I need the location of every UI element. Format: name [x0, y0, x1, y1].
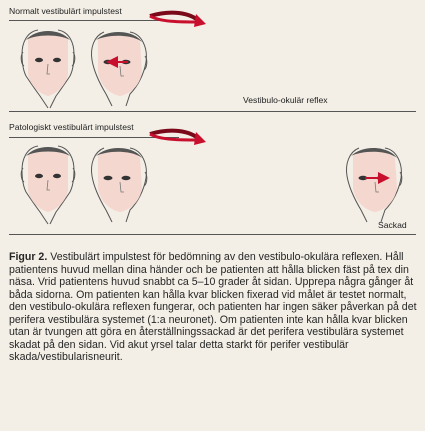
panel-normal-label: Normalt vestibulärt impulstest [9, 6, 122, 16]
face-normal-turned [92, 32, 147, 106]
caption-text: Vestibulärt impulstest för bedömning av den vestibulo-okulära reflexen. Håll patientens huvud mellan dina händer och be patienten att hålla blicken fäst på tex din näsa. Vrid patientens huvud snabbt ca 5–10 grader åt sidan. Upprepa några gånger åt båda sidorna. Om patienten kan hålla kvar blicken fixerad vid målet är testet normalt, den vestibulo-okulära reflexen fungerar, och patienten har ingen säker påverkan på det perifera vestibulära systemet (1:a neuronet). Om patienten inte kan hålla kvar blicken utan är tvungen att göra en återställningssackad är det perifera vestibulära systemet skadat på den sidan. Vid akut yrsel talar detta starkt för perifer vestibulär skada/vestibularisneurit. [9, 251, 417, 364]
reflex-label: Vestibulo-okulär reflex [243, 95, 328, 105]
figure-caption [9, 251, 419, 364]
panel-pathological-label: Patologiskt vestibulärt impulstest [9, 122, 134, 132]
saccade-label: Sackad [378, 220, 407, 230]
rotation-arrow-icon [194, 14, 206, 27]
face-path-saccade [347, 148, 402, 222]
caption-label: Figur 2. [9, 251, 48, 263]
face-path-start [21, 146, 75, 224]
rotation-arrow-icon-2 [194, 132, 206, 145]
face-path-turned [92, 148, 147, 222]
face-normal-start [21, 30, 75, 108]
